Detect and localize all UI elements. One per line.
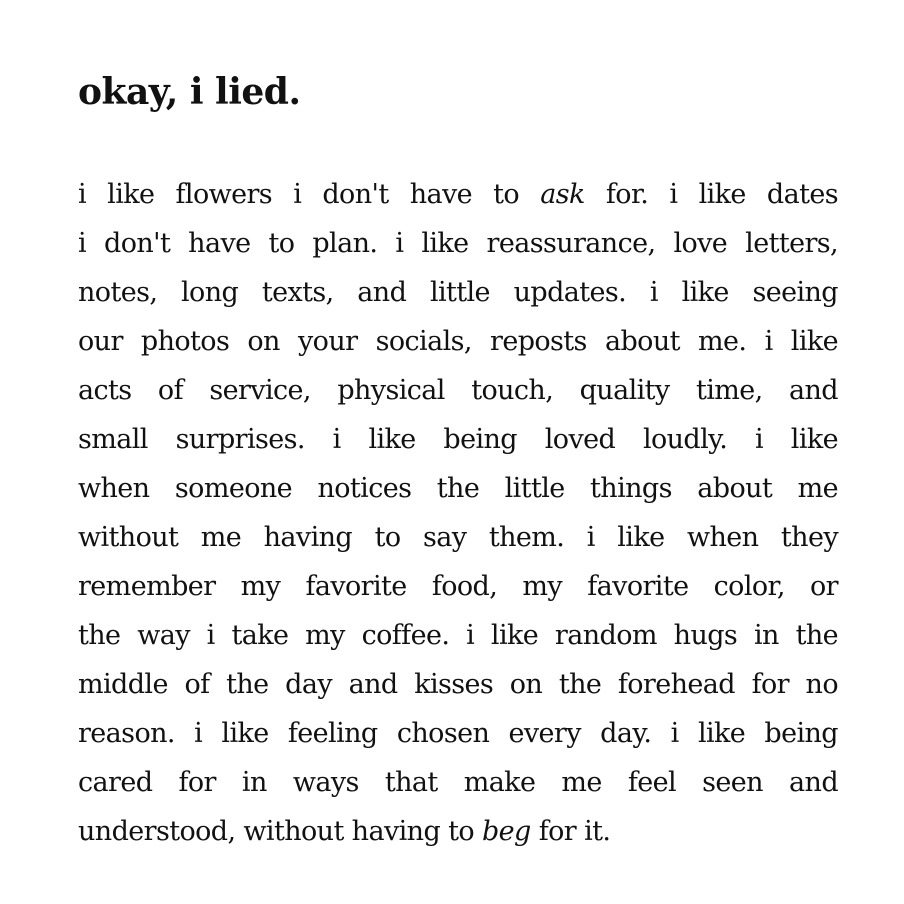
body-line-7: when someone notices the little things about me bbox=[78, 473, 838, 504]
body-line-12: reason. i like feeling chosen every day. i like being bbox=[78, 718, 838, 749]
body-line-13: cared for in ways that make me feel seen and bbox=[78, 767, 838, 798]
body-line-2: i don't have to plan. i like reassurance, love letters, bbox=[78, 228, 838, 259]
body-line-8: without me having to say them. i like when they bbox=[78, 522, 838, 553]
body-line-10: the way i take my coffee. i like random hugs in the bbox=[78, 620, 838, 651]
body-line-14: understood, without having to beg for it. bbox=[78, 816, 611, 847]
body-line-9: remember my favorite food, my favorite color, or bbox=[78, 571, 838, 602]
emphasis-beg: beg bbox=[482, 816, 531, 847]
body-line-11: middle of the day and kisses on the forehead for no bbox=[78, 669, 838, 700]
body-line-4: our photos on your socials, reposts about me. i like bbox=[78, 326, 838, 357]
body-line-6: small surprises. i like being loved loudly. i like bbox=[78, 424, 838, 455]
document-title: okay, i lied. bbox=[78, 71, 301, 113]
body-line-1: i like flowers i don't have to ask for. i like dates bbox=[78, 179, 838, 210]
emphasis-ask: ask bbox=[540, 179, 585, 210]
document-body bbox=[78, 170, 838, 856]
body-line-5: acts of service, physical touch, quality time, and bbox=[78, 375, 838, 406]
body-line-3: notes, long texts, and little updates. i like seeing bbox=[78, 277, 838, 308]
